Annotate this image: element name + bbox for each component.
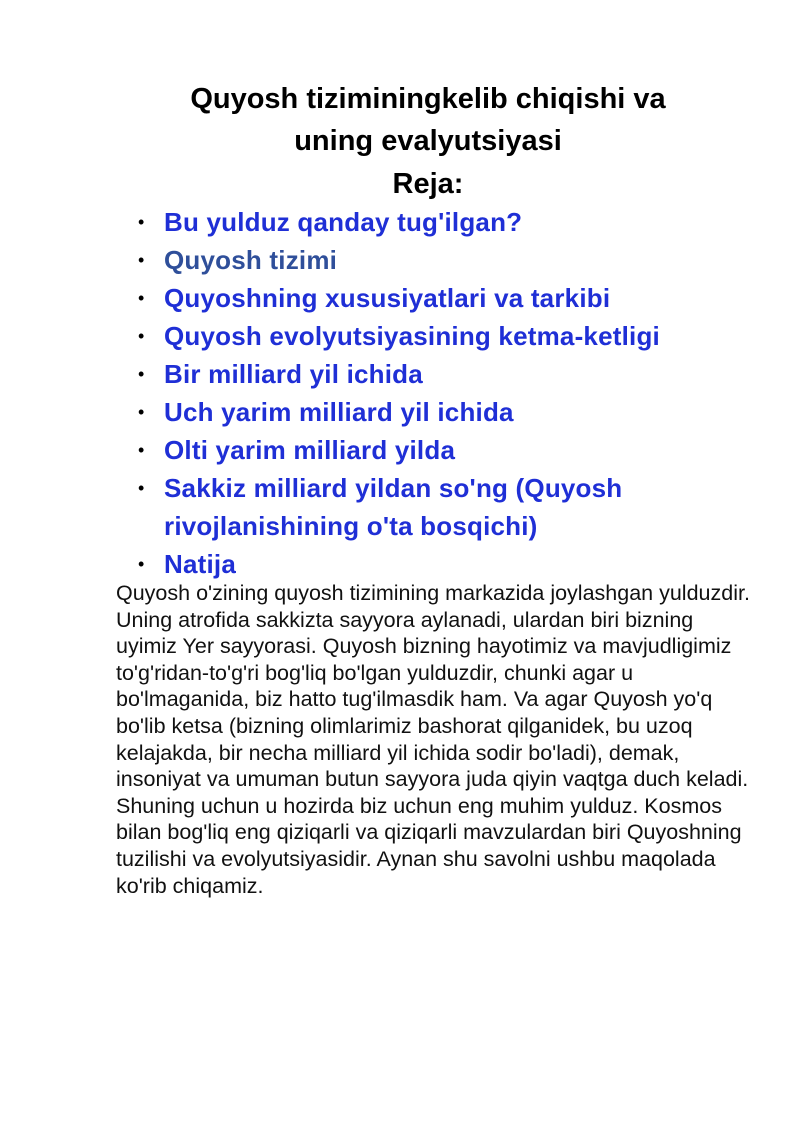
plan-item-label: Olti yarim milliard yilda [164, 435, 456, 465]
plan-item-label: Bu yulduz qanday tug'ilgan? [164, 207, 523, 237]
plan-item-label: Quyoshning xususiyatlari va tarkibi [164, 283, 611, 313]
title-line-1: Quyosh tiziminingkelib chiqishi va [190, 83, 666, 115]
bullet-icon: • [138, 212, 145, 232]
plan-item [138, 241, 778, 279]
bullet-icon: • [138, 288, 145, 308]
bullet-icon: • [138, 250, 145, 270]
plan-item [138, 317, 778, 355]
plan-list [138, 203, 778, 583]
title-line-2: uning evalyutsiyasi [294, 125, 562, 157]
bullet-icon: • [138, 554, 145, 574]
plan-item-label: Natija [164, 549, 237, 579]
plan-item-label: Quyosh evolyutsiyasining ketma-ketligi [164, 321, 660, 351]
plan-item-label: Quyosh tizimi [164, 245, 338, 275]
bullet-icon: • [138, 478, 145, 498]
plan-item-label: Bir milliard yil ichida [164, 359, 423, 389]
bullet-icon: • [138, 440, 145, 460]
plan-item [138, 545, 778, 583]
plan-item [138, 431, 778, 469]
bullet-icon: • [138, 364, 145, 384]
document-title [0, 78, 800, 162]
plan-item [138, 355, 778, 393]
plan-item [138, 393, 778, 431]
plan-item [138, 203, 778, 241]
plan-item-label: Uch yarim milliard yil ichida [164, 397, 514, 427]
plan-item [138, 469, 778, 545]
bullet-icon: • [138, 326, 145, 346]
plan-item [138, 279, 778, 317]
body-paragraph: Quyosh o'zining quyosh tizimining markazida joylashgan yulduzdir. Uning atrofida sakkizta sayyora aylanadi, ulardan biri bizning uyimiz Yer sayyorasi. Quyosh bizning hayotimiz va mavjudligimiz to'g'ridan-to'g'ri bog'liq bo'lgan yulduzdir, chunki agar u bo'lmaganida, biz hatto tug'ilmasdik ham. Va agar Quyosh yo'q bo'lib ketsa (bizning olimlarimiz bashorat qilganidek, bu uzoq kelajakda, bir necha milliard yil ichida sodir bo'ladi), demak, insoniyat va umuman butun sayyora juda qiyin vaqtga duch keladi. Shuning uchun u hozirda biz uchun eng muhim yulduz. Kosmos bilan bog'liq eng qiziqarli va qiziqarli mavzulardan biri Quyoshning tuzilishi va evolyutsiyasidir. Aynan shu savolni ushbu maqolada ko'rib chiqamiz. [116, 581, 750, 898]
plan-item-label: Sakkiz milliard yildan so'ng (Quyosh rivojlanishining o'ta bosqichi) [164, 473, 623, 541]
plan-heading: Reja: [392, 168, 464, 200]
bullet-icon: • [138, 402, 145, 422]
